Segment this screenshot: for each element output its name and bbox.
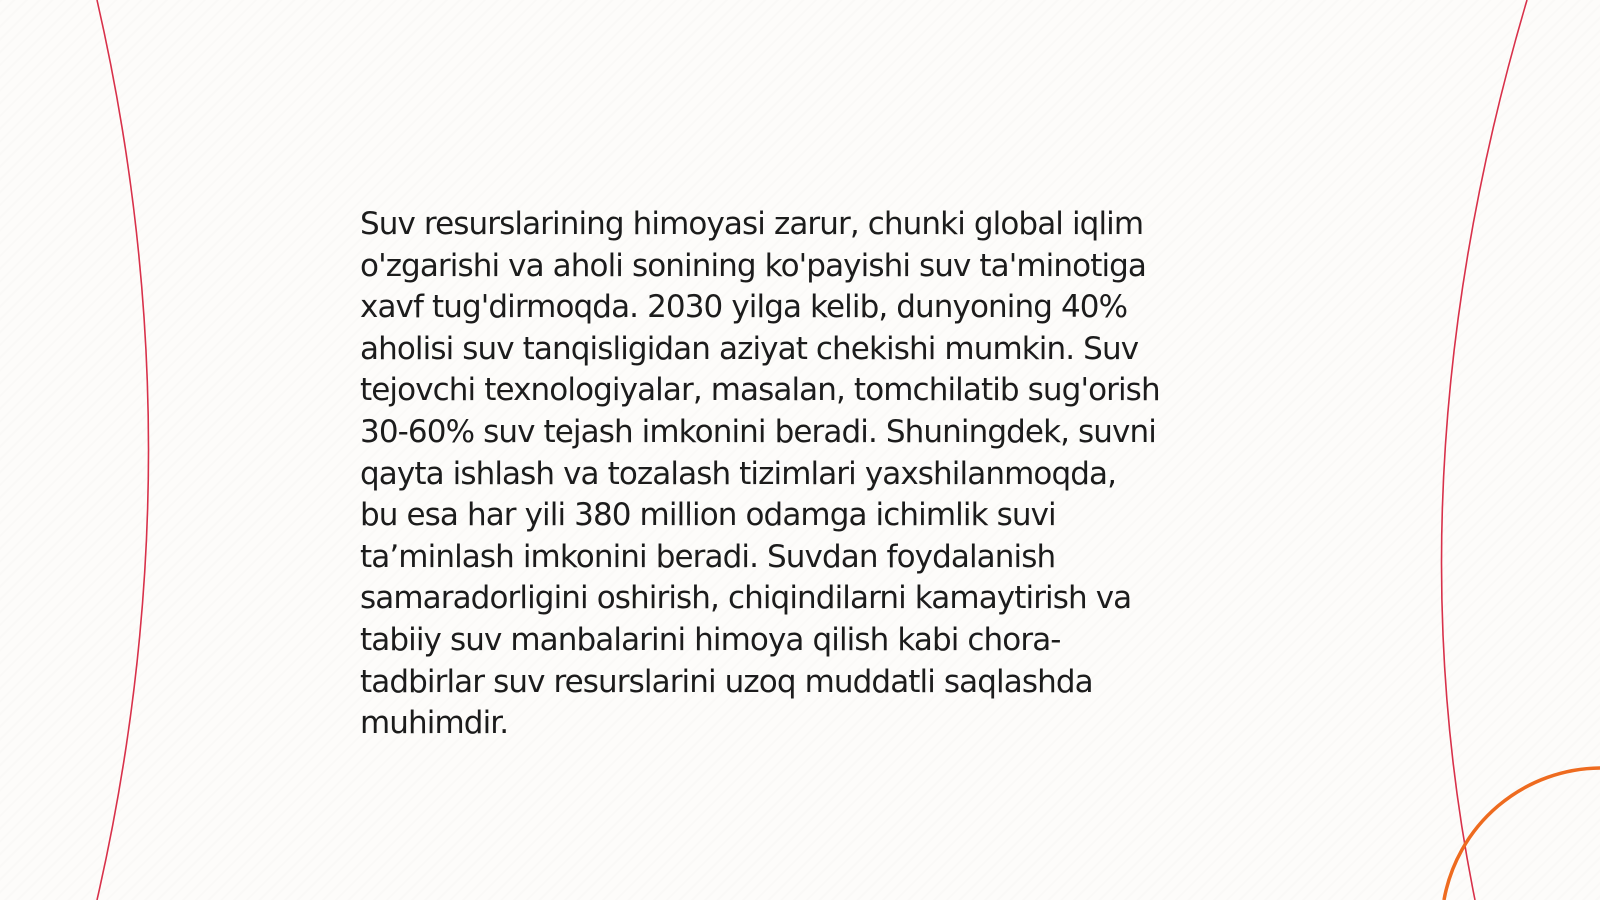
slide-body-text: Suv resurslarining himoyasi zarur, chunki global iqlim o'zgarishi va aholi sonining ko'payishi suv ta'minotiga xavf tug'dirmoqda. 2030 yilga kelib, dunyoning 40% aholisi suv tanqisligidan aziyat chekishi mumkin. Suv tejovchi texnologiyalar, masalan, tomchilatib sug'orish 30-60% suv tejash imkonini beradi. Shuningdek, suvni qayta ishlash va tozalash tizimlari yaxshilanmoqda, bu esa har yili 380 million odamga ichimlik suvi ta’minlash imkonini beradi. Suvdan foydalanish samaradorligini oshirish, chiqindilarni kamaytirish va tabiiy suv manbalarini himoya qilish kabi chora- tadbirlar suv resurslarini uzoq muddatli saqlashda muhimdir. bbox=[360, 206, 1160, 742]
right-arc-line bbox=[1442, 0, 1527, 900]
orange-circle-arc bbox=[1444, 768, 1600, 900]
left-arc-line bbox=[97, 0, 149, 900]
